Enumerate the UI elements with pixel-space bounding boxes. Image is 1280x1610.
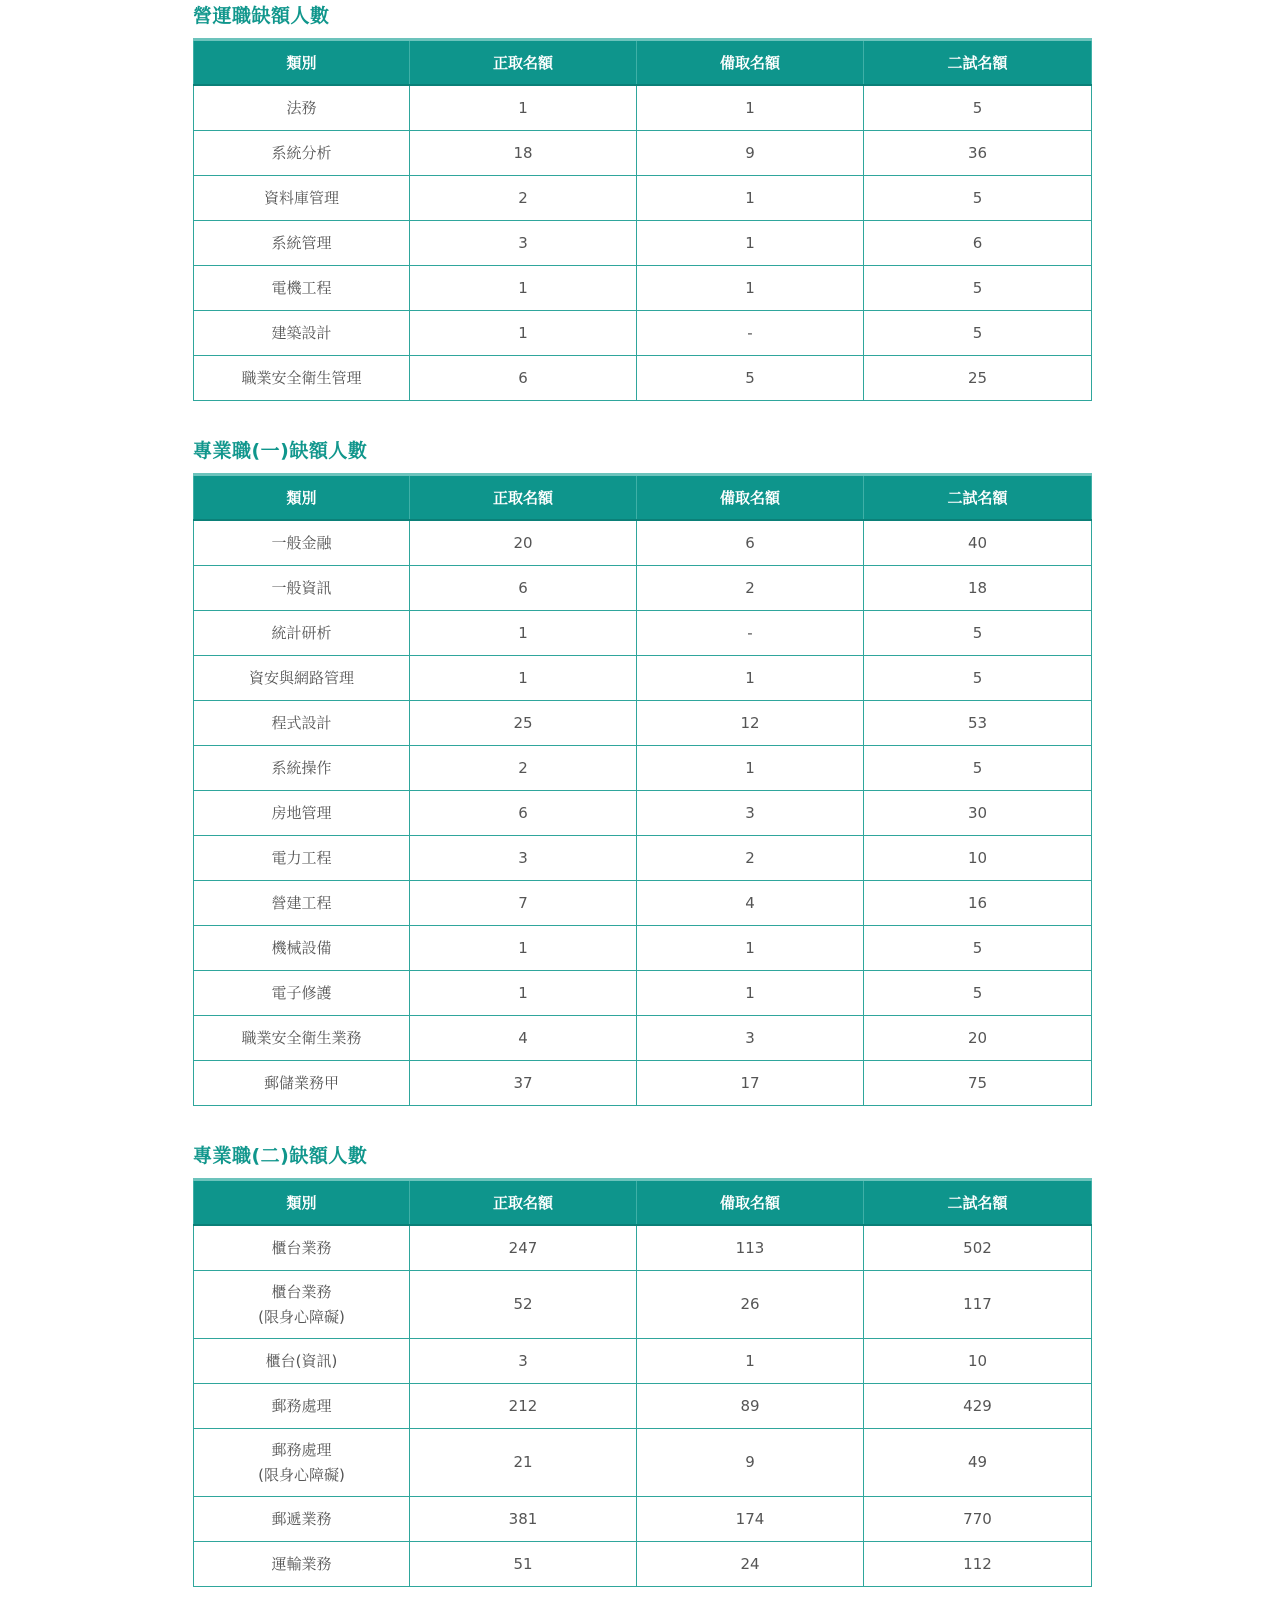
second-exam-cell: 5 [864, 656, 1092, 701]
category-cell: 電機工程 [194, 266, 410, 311]
admitted-cell: 51 [410, 1542, 637, 1587]
page-content [193, 0, 1091, 1587]
admitted-cell: 1 [410, 656, 637, 701]
category-cell: 資安與網路管理 [194, 656, 410, 701]
second-exam-cell: 5 [864, 971, 1092, 1016]
header-second-exam: 二試名額 [864, 475, 1092, 521]
reserve-cell: 26 [637, 1271, 864, 1339]
second-exam-cell: 5 [864, 746, 1092, 791]
second-exam-cell: 502 [864, 1225, 1092, 1271]
admitted-cell: 7 [410, 881, 637, 926]
admitted-cell: 1 [410, 266, 637, 311]
reserve-cell: 1 [637, 266, 864, 311]
table-row [194, 566, 1092, 611]
table-row [194, 656, 1092, 701]
second-exam-cell: 112 [864, 1542, 1092, 1587]
reserve-cell: - [637, 611, 864, 656]
table-row [194, 1542, 1092, 1587]
reserve-cell: 1 [637, 1339, 864, 1384]
second-exam-cell: 429 [864, 1384, 1092, 1429]
category-cell: 建築設計 [194, 311, 410, 356]
second-exam-cell: 5 [864, 611, 1092, 656]
category-cell: 櫃台(資訊) [194, 1339, 410, 1384]
reserve-cell: 12 [637, 701, 864, 746]
second-exam-cell: 18 [864, 566, 1092, 611]
admitted-cell: 1 [410, 611, 637, 656]
second-exam-cell: 75 [864, 1061, 1092, 1106]
header-admitted: 正取名額 [410, 1180, 637, 1226]
header-second-exam: 二試名額 [864, 1180, 1092, 1226]
second-exam-cell: 10 [864, 1339, 1092, 1384]
category-cell: 系統操作 [194, 746, 410, 791]
reserve-cell: 5 [637, 356, 864, 401]
reserve-cell: 1 [637, 176, 864, 221]
header-category: 類別 [194, 475, 410, 521]
reserve-cell: 1 [637, 746, 864, 791]
reserve-cell: 1 [637, 971, 864, 1016]
second-exam-cell: 16 [864, 881, 1092, 926]
section-title-professional-2: 專業職(二)缺額人數 [193, 1145, 368, 1167]
category-cell: 職業安全衛生管理 [194, 356, 410, 401]
table-row [194, 1339, 1092, 1384]
table-row [194, 611, 1092, 656]
admitted-cell: 1 [410, 85, 637, 131]
reserve-cell: 174 [637, 1497, 864, 1542]
table-row [194, 176, 1092, 221]
category-cell: 系統管理 [194, 221, 410, 266]
header-reserve: 備取名額 [637, 1180, 864, 1226]
category-cell: 資料庫管理 [194, 176, 410, 221]
admitted-cell: 4 [410, 1016, 637, 1061]
professional-1-vacancy-table [193, 473, 1092, 1106]
category-cell: 一般金融 [194, 520, 410, 566]
admitted-cell: 6 [410, 356, 637, 401]
admitted-cell: 2 [410, 746, 637, 791]
category-cell: 電子修護 [194, 971, 410, 1016]
second-exam-cell: 25 [864, 356, 1092, 401]
table-row [194, 266, 1092, 311]
operations-vacancy-table [193, 38, 1092, 401]
admitted-cell: 247 [410, 1225, 637, 1271]
category-cell: 一般資訊 [194, 566, 410, 611]
second-exam-cell: 49 [864, 1429, 1092, 1497]
reserve-cell: 89 [637, 1384, 864, 1429]
reserve-cell: 17 [637, 1061, 864, 1106]
second-exam-cell: 5 [864, 266, 1092, 311]
header-reserve: 備取名額 [637, 40, 864, 86]
second-exam-cell: 30 [864, 791, 1092, 836]
reserve-cell: 1 [637, 85, 864, 131]
header-admitted: 正取名額 [410, 475, 637, 521]
admitted-cell: 25 [410, 701, 637, 746]
reserve-cell: 2 [637, 836, 864, 881]
admitted-cell: 1 [410, 311, 637, 356]
table-row [194, 746, 1092, 791]
category-cell: 法務 [194, 85, 410, 131]
second-exam-cell: 36 [864, 131, 1092, 176]
reserve-cell: 24 [637, 1542, 864, 1587]
admitted-cell: 37 [410, 1061, 637, 1106]
admitted-cell: 3 [410, 221, 637, 266]
reserve-cell: 4 [637, 881, 864, 926]
category-cell: 職業安全衛生業務 [194, 1016, 410, 1061]
table-row [194, 356, 1092, 401]
table-row [194, 836, 1092, 881]
category-cell: 郵務處理 (限身心障礙) [194, 1429, 410, 1497]
header-category: 類別 [194, 40, 410, 86]
admitted-cell: 212 [410, 1384, 637, 1429]
table-row [194, 1271, 1092, 1339]
admitted-cell: 18 [410, 131, 637, 176]
table-header-row [194, 475, 1092, 521]
second-exam-cell: 5 [864, 311, 1092, 356]
category-cell: 房地管理 [194, 791, 410, 836]
table-row [194, 221, 1092, 266]
table-row [194, 971, 1092, 1016]
header-category: 類別 [194, 1180, 410, 1226]
category-cell: 運輸業務 [194, 1542, 410, 1587]
reserve-cell: 2 [637, 566, 864, 611]
category-cell: 櫃台業務 (限身心障礙) [194, 1271, 410, 1339]
category-cell: 機械設備 [194, 926, 410, 971]
header-second-exam: 二試名額 [864, 40, 1092, 86]
table-row [194, 1497, 1092, 1542]
table-row [194, 791, 1092, 836]
admitted-cell: 1 [410, 926, 637, 971]
reserve-cell: 1 [637, 221, 864, 266]
category-cell: 營建工程 [194, 881, 410, 926]
section-title-professional-1: 專業職(一)缺額人數 [193, 440, 368, 462]
second-exam-cell: 5 [864, 926, 1092, 971]
table-row [194, 131, 1092, 176]
admitted-cell: 21 [410, 1429, 637, 1497]
category-cell: 程式設計 [194, 701, 410, 746]
reserve-cell: 1 [637, 656, 864, 701]
second-exam-cell: 770 [864, 1497, 1092, 1542]
table-row [194, 520, 1092, 566]
category-cell: 郵務處理 [194, 1384, 410, 1429]
table-row [194, 926, 1092, 971]
admitted-cell: 2 [410, 176, 637, 221]
admitted-cell: 6 [410, 566, 637, 611]
second-exam-cell: 5 [864, 176, 1092, 221]
table-header-row [194, 1180, 1092, 1226]
reserve-cell: - [637, 311, 864, 356]
admitted-cell: 1 [410, 971, 637, 1016]
reserve-cell: 3 [637, 791, 864, 836]
second-exam-cell: 6 [864, 221, 1092, 266]
category-cell: 櫃台業務 [194, 1225, 410, 1271]
reserve-cell: 6 [637, 520, 864, 566]
second-exam-cell: 53 [864, 701, 1092, 746]
table-row [194, 311, 1092, 356]
table-row [194, 1225, 1092, 1271]
category-cell: 電力工程 [194, 836, 410, 881]
category-cell: 郵遞業務 [194, 1497, 410, 1542]
second-exam-cell: 117 [864, 1271, 1092, 1339]
table-row [194, 1061, 1092, 1106]
admitted-cell: 20 [410, 520, 637, 566]
admitted-cell: 3 [410, 836, 637, 881]
admitted-cell: 52 [410, 1271, 637, 1339]
header-admitted: 正取名額 [410, 40, 637, 86]
reserve-cell: 113 [637, 1225, 864, 1271]
second-exam-cell: 20 [864, 1016, 1092, 1061]
admitted-cell: 3 [410, 1339, 637, 1384]
reserve-cell: 9 [637, 1429, 864, 1497]
table-header-row [194, 40, 1092, 86]
category-cell: 系統分析 [194, 131, 410, 176]
section-title-operations: 營運職缺額人數 [193, 5, 330, 27]
admitted-cell: 6 [410, 791, 637, 836]
reserve-cell: 3 [637, 1016, 864, 1061]
professional-2-vacancy-table [193, 1178, 1092, 1587]
table-row [194, 701, 1092, 746]
reserve-cell: 1 [637, 926, 864, 971]
second-exam-cell: 5 [864, 85, 1092, 131]
category-cell: 統計研析 [194, 611, 410, 656]
table-row [194, 1016, 1092, 1061]
table-row [194, 1384, 1092, 1429]
second-exam-cell: 40 [864, 520, 1092, 566]
table-row [194, 1429, 1092, 1497]
category-cell: 郵儲業務甲 [194, 1061, 410, 1106]
table-row [194, 85, 1092, 131]
admitted-cell: 381 [410, 1497, 637, 1542]
header-reserve: 備取名額 [637, 475, 864, 521]
reserve-cell: 9 [637, 131, 864, 176]
table-row [194, 881, 1092, 926]
second-exam-cell: 10 [864, 836, 1092, 881]
